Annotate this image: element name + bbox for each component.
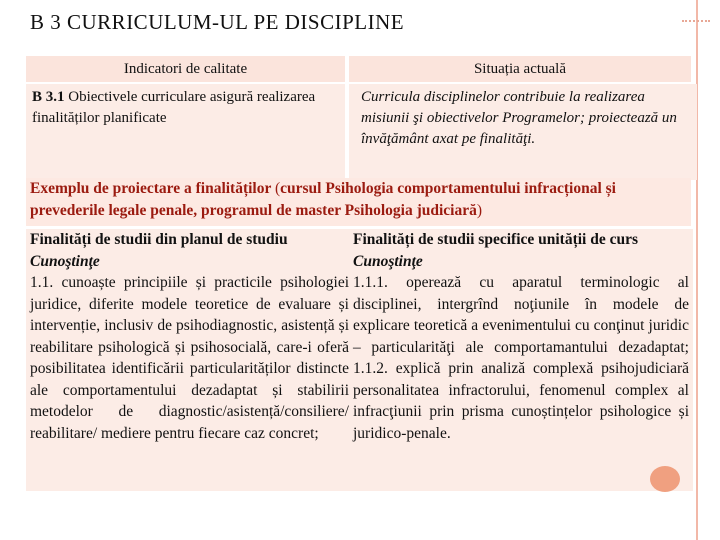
page-title: B 3 CURRICULUM-UL PE DISCIPLINE <box>30 10 405 34</box>
table-header-situation: Situația actuală <box>349 56 691 82</box>
situation-cell: Curricula disciplinelor contribuie la realizarea misiunii şi obiectivelor Programelor; proiectează un învăţământ axat pe finalităţi. <box>349 84 697 180</box>
program-outcome-1-1: 1.1. cunoaște principiile și practicile psihologiei juridice, diferite modele teoretice de evaluare și intervenție, inclusiv de psihodiagnostic, asistență și reabilitare psihologică și psihosocială, care-i oferă posibilitatea identificării particularităților distincte ale comportamentului dezadaptat și stabilirii metodelor de diagnostic/asistență/consiliere/ reabilitare/ mediere pentru fiecare caz concret; <box>30 274 349 442</box>
indicator-text: Obiectivele curriculare asigură realizarea finalităților planificate <box>32 89 316 126</box>
decorative-dots <box>682 20 710 28</box>
indicator-code: B 3.1 <box>32 89 65 105</box>
table-header-indicators: Indicatori de calitate <box>26 56 345 82</box>
course-outcomes-column <box>349 229 693 491</box>
decorative-circle <box>650 466 680 492</box>
course-knowledge-subheading: Cunoştinţe <box>353 252 423 270</box>
program-knowledge-subheading: Cunoştinţe <box>30 252 100 270</box>
course-outcomes-heading: Finalități de studii specifice unității de curs <box>353 231 639 248</box>
program-outcomes-heading: Finalități de studii din planul de studiu <box>30 231 288 248</box>
indicator-cell <box>26 84 345 180</box>
example-part-3: cursul Psihologia comportamentului infracțional și prevederile legale penale, programul de master Psihologia judiciară <box>30 180 616 219</box>
course-outcome-1-1-2: 1.1.2. explică prin analiză complexă psihojudiciară personalitatea infractorului, fenomenul complex al infracţiunii prin prisma cunoștințelor psihologice și juridico-penale. <box>353 360 689 442</box>
course-outcome-1-1-1: 1.1.1. operează cu aparatul terminologic al disciplinei, intergrînd noţiunile în modele de explicare teoretică a evenimentului cu conţinut juridic – particularităţi ale comportamantului dezadaptat; <box>353 274 689 356</box>
program-outcomes-column <box>26 229 353 491</box>
example-heading <box>26 178 691 226</box>
decorative-right-line <box>696 0 698 540</box>
example-paren-open: ( <box>274 180 281 197</box>
example-part-1: Exemplu de proiectare a finalităților <box>30 180 275 197</box>
example-paren-close: ) <box>476 202 483 219</box>
